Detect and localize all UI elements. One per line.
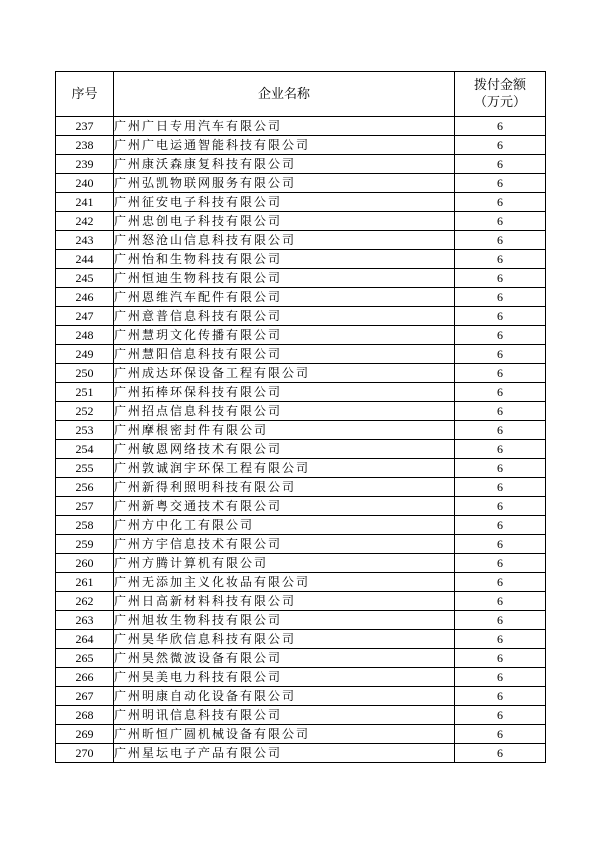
cell-company-name: 广州慧玥文化传播有限公司 <box>114 326 455 345</box>
table-row <box>56 725 546 744</box>
cell-company-name: 广州旭妆生物科技有限公司 <box>114 611 455 630</box>
cell-company-name: 广州怒沧山信息科技有限公司 <box>114 231 455 250</box>
cell-amount: 6 <box>455 535 546 554</box>
cell-amount: 6 <box>455 174 546 193</box>
cell-amount: 6 <box>455 383 546 402</box>
cell-company-name: 广州意普信息科技有限公司 <box>114 307 455 326</box>
table-row <box>56 250 546 269</box>
cell-company-name: 广州广电运通智能科技有限公司 <box>114 136 455 155</box>
cell-company-name: 广州无添加主义化妆品有限公司 <box>114 573 455 592</box>
cell-amount: 6 <box>455 687 546 706</box>
cell-amount: 6 <box>455 250 546 269</box>
cell-seq: 258 <box>56 516 114 535</box>
table-row <box>56 326 546 345</box>
cell-seq: 253 <box>56 421 114 440</box>
cell-seq: 246 <box>56 288 114 307</box>
table-header-row <box>56 72 546 117</box>
cell-company-name: 广州新得利照明科技有限公司 <box>114 478 455 497</box>
cell-seq: 238 <box>56 136 114 155</box>
table-row <box>56 649 546 668</box>
cell-seq: 237 <box>56 117 114 136</box>
header-amount-line2: （万元） <box>473 95 526 110</box>
table-row <box>56 516 546 535</box>
cell-amount: 6 <box>455 155 546 174</box>
cell-seq: 251 <box>56 383 114 402</box>
cell-seq: 267 <box>56 687 114 706</box>
cell-seq: 249 <box>56 345 114 364</box>
cell-amount: 6 <box>455 269 546 288</box>
header-amount <box>455 72 546 117</box>
cell-company-name: 广州弘凯物联网服务有限公司 <box>114 174 455 193</box>
cell-amount: 6 <box>455 136 546 155</box>
cell-company-name: 广州敦诚润宇环保工程有限公司 <box>114 459 455 478</box>
cell-company-name: 广州昊然微波设备有限公司 <box>114 649 455 668</box>
cell-seq: 256 <box>56 478 114 497</box>
table-row <box>56 193 546 212</box>
table-row <box>56 592 546 611</box>
cell-amount: 6 <box>455 440 546 459</box>
cell-seq: 270 <box>56 744 114 763</box>
cell-seq: 252 <box>56 402 114 421</box>
table-row <box>56 573 546 592</box>
cell-seq: 263 <box>56 611 114 630</box>
table-row <box>56 744 546 763</box>
table-row <box>56 421 546 440</box>
cell-seq: 261 <box>56 573 114 592</box>
cell-amount: 6 <box>455 212 546 231</box>
cell-seq: 241 <box>56 193 114 212</box>
table-row <box>56 383 546 402</box>
cell-amount: 6 <box>455 611 546 630</box>
table-row <box>56 212 546 231</box>
cell-seq: 248 <box>56 326 114 345</box>
cell-seq: 262 <box>56 592 114 611</box>
table-row <box>56 231 546 250</box>
table-row <box>56 117 546 136</box>
cell-company-name: 广州方中化工有限公司 <box>114 516 455 535</box>
table-row <box>56 136 546 155</box>
cell-company-name: 广州恒迪生物科技有限公司 <box>114 269 455 288</box>
cell-company-name: 广州康沃森康复科技有限公司 <box>114 155 455 174</box>
cell-company-name: 广州慧阳信息科技有限公司 <box>114 345 455 364</box>
cell-company-name: 广州成达环保设备工程有限公司 <box>114 364 455 383</box>
cell-company-name: 广州昊华欣信息科技有限公司 <box>114 630 455 649</box>
table-row <box>56 345 546 364</box>
cell-amount: 6 <box>455 554 546 573</box>
table-row <box>56 478 546 497</box>
cell-amount: 6 <box>455 307 546 326</box>
cell-company-name: 广州星坛电子产品有限公司 <box>114 744 455 763</box>
cell-seq: 255 <box>56 459 114 478</box>
cell-seq: 269 <box>56 725 114 744</box>
table-row <box>56 687 546 706</box>
cell-amount: 6 <box>455 668 546 687</box>
cell-amount: 6 <box>455 421 546 440</box>
cell-company-name: 广州方腾计算机有限公司 <box>114 554 455 573</box>
cell-amount: 6 <box>455 725 546 744</box>
table-row <box>56 364 546 383</box>
cell-company-name: 广州恩维汽车配件有限公司 <box>114 288 455 307</box>
cell-amount: 6 <box>455 497 546 516</box>
cell-amount: 6 <box>455 459 546 478</box>
table-row <box>56 706 546 725</box>
cell-company-name: 广州昊美电力科技有限公司 <box>114 668 455 687</box>
cell-amount: 6 <box>455 231 546 250</box>
table-row <box>56 307 546 326</box>
cell-seq: 254 <box>56 440 114 459</box>
table-row <box>56 535 546 554</box>
cell-seq: 243 <box>56 231 114 250</box>
cell-seq: 242 <box>56 212 114 231</box>
cell-seq: 257 <box>56 497 114 516</box>
table-row <box>56 155 546 174</box>
cell-seq: 240 <box>56 174 114 193</box>
cell-seq: 260 <box>56 554 114 573</box>
cell-company-name: 广州明讯信息科技有限公司 <box>114 706 455 725</box>
cell-company-name: 广州招点信息科技有限公司 <box>114 402 455 421</box>
cell-company-name: 广州广日专用汽车有限公司 <box>114 117 455 136</box>
cell-company-name: 广州拓棒环保科技有限公司 <box>114 383 455 402</box>
cell-company-name: 广州方宇信息技术有限公司 <box>114 535 455 554</box>
header-company-name: 企业名称 <box>114 72 455 117</box>
cell-amount: 6 <box>455 402 546 421</box>
table-row <box>56 497 546 516</box>
table-row <box>56 174 546 193</box>
cell-seq: 247 <box>56 307 114 326</box>
funding-table <box>55 71 546 763</box>
cell-company-name: 广州明康自动化设备有限公司 <box>114 687 455 706</box>
cell-amount: 6 <box>455 193 546 212</box>
table-row <box>56 459 546 478</box>
cell-amount: 6 <box>455 744 546 763</box>
cell-company-name: 广州征安电子科技有限公司 <box>114 193 455 212</box>
cell-seq: 266 <box>56 668 114 687</box>
cell-amount: 6 <box>455 630 546 649</box>
table-row <box>56 668 546 687</box>
cell-seq: 244 <box>56 250 114 269</box>
table-row <box>56 630 546 649</box>
cell-seq: 268 <box>56 706 114 725</box>
table-row <box>56 288 546 307</box>
cell-seq: 239 <box>56 155 114 174</box>
cell-company-name: 广州新粤交通技术有限公司 <box>114 497 455 516</box>
table-row <box>56 402 546 421</box>
cell-amount: 6 <box>455 326 546 345</box>
table-row <box>56 440 546 459</box>
cell-company-name: 广州怡和生物科技有限公司 <box>114 250 455 269</box>
cell-amount: 6 <box>455 706 546 725</box>
cell-amount: 6 <box>455 364 546 383</box>
cell-seq: 245 <box>56 269 114 288</box>
cell-amount: 6 <box>455 592 546 611</box>
cell-amount: 6 <box>455 649 546 668</box>
cell-company-name: 广州敏恩网络技术有限公司 <box>114 440 455 459</box>
cell-company-name: 广州摩根密封件有限公司 <box>114 421 455 440</box>
cell-company-name: 广州昕恒广圆机械设备有限公司 <box>114 725 455 744</box>
cell-company-name: 广州日高新材料科技有限公司 <box>114 592 455 611</box>
table-row <box>56 269 546 288</box>
header-amount-line1: 拨付金额 <box>473 78 526 93</box>
cell-amount: 6 <box>455 117 546 136</box>
cell-amount: 6 <box>455 345 546 364</box>
cell-seq: 259 <box>56 535 114 554</box>
header-seq: 序号 <box>56 72 114 117</box>
table-body <box>56 117 546 763</box>
cell-seq: 250 <box>56 364 114 383</box>
cell-amount: 6 <box>455 573 546 592</box>
cell-seq: 264 <box>56 630 114 649</box>
cell-company-name: 广州忠创电子科技有限公司 <box>114 212 455 231</box>
cell-amount: 6 <box>455 516 546 535</box>
cell-seq: 265 <box>56 649 114 668</box>
table-row <box>56 554 546 573</box>
cell-amount: 6 <box>455 288 546 307</box>
table-row <box>56 611 546 630</box>
cell-amount: 6 <box>455 478 546 497</box>
